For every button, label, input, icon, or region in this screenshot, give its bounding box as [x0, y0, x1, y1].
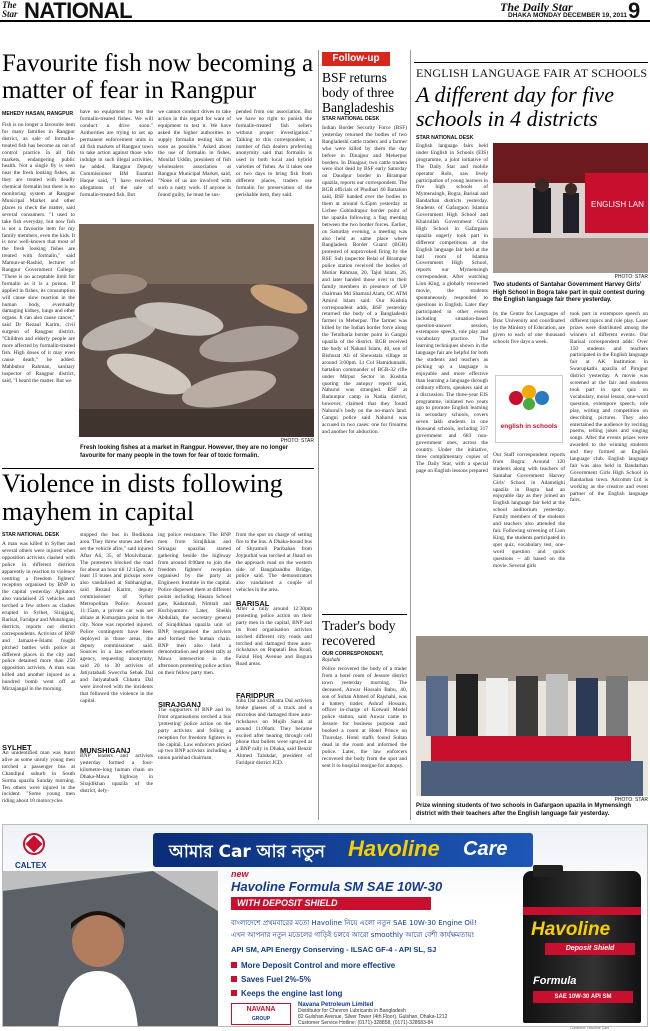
fair-banner-text: ENGLISH LAN — [591, 200, 644, 209]
fish-col-2: have no equipment to test the formalin-treated fishes. We will conduct a drive soon." Authorities are trying to set up permanent enforcement units in all fish markets of Rangpur town to take action against those who indulge in such illegal activities, he added. Rangpur Deputy Commissioner BM Enamul Haque said, "I have received allegations of the sale of formalin-treated fish. But — [80, 109, 153, 198]
fair-col-3: took part in extempore speech on different topics and role play. Laser prizes were distributed among the winners of different events. Our Barisal correspondent adds: Over 150 students and teachers participated in the English language fair at AK Institution in Swarupkathi upazila of Pirojpur district yesterday. A movie was screened at the fair and students took part in spot quiz on vocabulary, moral lesson, one-word question, extempore speech, role play, writing and competition on describing pictures. They also entertained the audience by reciting poems, telling jokes and singing songs. After the events prizes were awarded to the winning students and they formed an English language club. English language fair was also held in Bandarban Government Girls High School in Bandarban town. Adcomm Ltd is working as the creative and event partner of the English language fairs. — [570, 311, 648, 504]
navana-logo — [231, 1003, 291, 1025]
fair-credit-1: PHOTO: STAR — [614, 274, 648, 280]
followup-text: Indian Border Security Force (BSF) yesterday returned the bodies of two Bangladeshi cattle traders and a farmer who were killed by them the day before in Dinajpur and Meherpur borders. In Dinajpur, two cattle traders were shot dead by BSF early Saturday on Daudpur border in Birampur upazila, reports our correspondent. The BGB officials of Phulbari 40 Battalion said, BSF handed over the bodies to them at around 6.45pm yesterday at Lichee Gobindrapur border point of the upazila following a flag meeting between the two border forces. Earlier, on Saturday evening, a meeting was also held at same place where Bangladesh Border Guard (BGB) protested of unprovoked firing by the BSF. Sub inspector Belal of Birampur police station received the bodies of Motiar Rahman, 20, Tajul Islam, 26, and later handed those over to their family members in presence of UP chairman Md Shamsul Alam, OC ATM Amirul Islam said. Our Kushtia correspondent adds, BSF yesterday returned the body of a Bangladeshi farmer in Meherpur. The farmer was killed by the Indian border force along the Tetulbaria border point in Gangni upazila of the district. BGB received the body of Nahaul Islam, 40, son of Bishurat Ali of Shewatala village at around 3:00pm. Lt Col Hamidunnabi, battalion commander of BGB-32 rifle under Mirpur Sector in Kushtia quoting the autopsy report said, Nahurul was strangled. BSF at Bamunpur camp in Nadia district, however, claimed that they found Nahurul's body on the no-man's land. Gangni police said Nahurul was accused in two cases: one for firearms and another for abduction. — [322, 125, 407, 435]
trader-byline: OUR CORRESPONDENT, — [322, 651, 384, 657]
ad-bullet-2 — [231, 972, 451, 986]
page-number: 9 — [628, 0, 641, 23]
fish-col-3: we cannot conduct drives to take action in this regard for want of equipment to test it. We have asked the higher authorities to supply formalin testing kits as soon as possible." Asked about the use of formalin in fishes, Monilal Uddin, president of fish wholesalers association at Rangpur Municipal Market, said, "None of us are involved with such a nasty work. If anyone is found guilty, he must be sus- — [158, 109, 231, 198]
bullet-icon — [231, 962, 237, 968]
fair-col-2b: Our Staff correspondent reports from Bogra: Around 120 students along with teachers of Santahar Government Harvey Girls' School in Adamdighi upazila in Bogra had an enjoyable day as they joined an English language fair held at the school auditorium yesterday. Family members of the students and teachers also attended the fair. Following screening of Lion King, the students participated in spot quiz, vocabulary test, one-word question and quick questions -- all based on the movie. Several girls — [493, 452, 565, 569]
eis-logo-text: english in schools — [500, 423, 558, 430]
fish-col-4: pended from our association. But we have no right to punish the formalin-treated fish sellers without proper investigation." Talking to this correspondent, a number of fish dealers preferring anonymity said that formalin is used in both local and hybrid varieties of fishes. As it takes one or two days to bring fish from different places, traders use formalin for preservation of the perishable item, they said. — [236, 109, 312, 198]
violence-col-3: ing police resistance. The BNP men from Sirajikhan and Srinagar upazilas started gathering beside the highway from around 8:00am to join the freedom fighters' reception organised by the party at Engineers Institute in the capital. Police dispersed them at different points including Hasara School gate, Kadamtali, Nimtali and Kuchiyamore. Later, Sheikh Abdullah, the secretary general of Sirajdikhan upazila unit of BNP, reorganised the activists and formed the human chain. BNP men also held a demonstration and protest rally at Mawa intersection in the afternoon protesting police action on their fellow party men. — [158, 532, 231, 677]
fish-caption: Fresh looking fishes at a market in Rangpur. However, they are no longer favourite for many people in the town for fear of toxic formalin. — [80, 445, 289, 459]
eis-logo-mark — [496, 376, 562, 418]
ad-api: API SM, API Energy Conserving - ILSAC GF-4 - API SL, SJ — [231, 945, 437, 954]
paper-name: The Daily Star — [500, 0, 573, 14]
violence-col-4: from the spot on charge of setting fire to the bus. A Dhaka-bound bus of Shyamoli Paribahan from Joypurhat was torched at Jhaud on the approach road on the western side of Bangabandhu Bridge, police said. The demonstrators also vandalised a couple of vehicles in the area. — [236, 532, 312, 592]
navana-group: GROUP — [251, 1016, 271, 1022]
fair-photo-1-image — [493, 143, 648, 273]
divider — [322, 614, 407, 615]
star-logo: The Star — [2, 0, 18, 19]
ad-new-label: new — [231, 869, 249, 879]
sylhet-text: An unidentified man was burnt alive as some unruly young men torched a passenger bus at Chandipul suburb in South Surma upazila Sunday morning. Ten others were injured in the incident. "Some young men riding about 10 motorcycles — [2, 750, 75, 805]
ad-photo-image — [3, 871, 218, 1027]
barisal-text: After a rally around 12:30pm protesting police action on their party men in the capital, BNP and its front organisation activists torched different city roads and torched and damaged three auto-rickshaws on Rupatali Bus Road, Faizul Hoq Avenue and Bogura Road areas. — [236, 606, 312, 668]
navana-name: NAVANA — [246, 1006, 276, 1013]
ad-bullet-text: Keeps the engine last long — [241, 988, 343, 998]
ad-formula: Havoline Formula SM SAE 10W-30 — [231, 879, 443, 894]
violence-headline: Violence in dists following mayhem in capital — [2, 469, 283, 526]
oil-bottle — [523, 871, 641, 1023]
munshiganj-text: BNP leaders and activists yesterday formed a four-kilometre-long human chain on Dhaka-Mawa highway in Sirajdikhan upazila of the district, defy- — [80, 753, 153, 794]
ad-bn-p1: বাংলাদেশে প্রথমবারের মতো Havoline নিয়ে এলো নতুন SAE 10W-30 Engine Oil! — [231, 919, 477, 927]
masthead — [0, 0, 650, 22]
bullet-icon — [231, 990, 237, 996]
bottle-brand: Havoline — [531, 919, 611, 940]
subhead-barisal: BARISAL — [236, 599, 270, 608]
fair-col-1: English language fairs held under English in Schools (EIS) programme, a joint initiative of The Daily Star and mobile operator Robi, saw lively participation of young learners in five high schools of Mymensingh, Bogra, Barisal and Bandarban districts yesterday. Students of Gafargaon Islamia Government High School and Khairullah Government Girls High School in Gafargaon upazila eagerly took part in different competitions at the English language fair held at the hall room of Islamia Government High School, reports our Mymensingh correspondent. After watching Lion King, a globally renowned movie, the students spontaneously responded to questions in English. Later they participated in other events including situation-based question-answer session, extempore speech, role play and vocabulary practice. The learning techniques shown in the language fair are helpful for both the students and teachers as picking up a language is enjoyable and more effective than learning a language through ordinary efforts, speakers said at a discussion. The three-year EIS programme, initiated two years ago to promote English learning in secondary schools, covers seven lakh students in one thousand schools, including 317 government and 683 non-government ones, across the country. Under the initiative, three complimentary copies of The Daily Star, with a special page on English lessons prepared — [416, 143, 488, 474]
bottle-formula: Formula — [533, 975, 577, 987]
ad-bullets — [231, 958, 451, 1000]
caltex-brand: CALTEX — [15, 861, 47, 870]
petro-hotline: Customer Service Hotline: (0171)-328858, (0171)-328583-84 — [298, 1020, 434, 1026]
havoline-ad — [2, 824, 648, 1027]
fair-kicker: ENGLISH LANGUAGE FAIR AT SCHOOLS — [416, 66, 648, 80]
ad-bn-p2: এখন আপনার নতুন মডেলের গাড়িই চলবে আরো smoothly আরো বেশী কার্যক্ষমতায়! — [231, 931, 475, 939]
fish-headline: Favourite fish now becoming a matter of fear in Rangpur — [2, 50, 314, 104]
bottle-stripe — [523, 907, 641, 915]
ad-banner-havoline: Havoline — [348, 836, 440, 861]
subhead-sirajganj: SIRAJGANJ — [158, 700, 201, 709]
petro-sub: Distributor for Chevron Lubricants in Bangladesh — [298, 1008, 406, 1014]
sirajganj-text: The supporters of BNP and its front organisations torched a bus 'protesting' police action on the party activists and foiling a reception for freedom fighters in the capital. Law enforcers picked up two BNP activists including a union parishad chairman — [158, 707, 231, 762]
ad-banner-care: Care — [463, 838, 508, 860]
fish-byline: MEHEDY HASAN, RANGPUR — [2, 111, 74, 117]
violence-col-1: A man was killed in Sylhet and several others were injured when opposition activists clashed with police in different districts apparently in reaction to violence centring a freedom fighters' reception organised by BNP in the capital yesterday. Agitators also vandalised 25 vehicles and torched a few others as clashes erupted in Sylhet, Sirajganj, Barisal, Faridpur and Munshiganj districts, reports our district correspondents. Activists of BNP and Jamaat-e-Islami fought pitched battles with police at different places in the city and police detained more than 250 opposition activists. A man was killed and another injured as a hundred bomb went off at Mirzajangal in the morning. — [2, 541, 75, 693]
trader-place: Rajshahi — [322, 657, 341, 663]
ad-bullet-text: Saves Fuel 2%-5% — [241, 974, 311, 984]
violence-col-2: stopped the bus in Bodikona area. They threw stones and then set the vehicle afire," said injured Aftar Ali, 35, of Moulvibazar. The protesters blocked the road for about an hour till 12:15pm. At least 15 buses and pickups were also vandalised at Subhanighat, said Rezaul Karim, deputy commissioner of Sylhet Metropolitan Police. Around 11:15am, a private car was set ablaze at Kumarpara point in the city. None was reported injured. Police contingents have been deployed in those areas, the deputy commissioner said. Sources in a law enforcement agency, requesting anonymity, said 20 to 30 activists of Jatiyatabadi Sweccha Sebak Dal and Jatiyatabadi Chhatra Dal were involved with the incidents that followed the violence in the capital. — [80, 532, 153, 704]
caltex-star-icon — [23, 833, 45, 855]
violence-byline: STAR NATIONAL DESK — [2, 532, 60, 538]
fish-photo-image — [79, 224, 314, 437]
fish-credit: PHOTO: STAR — [280, 438, 314, 444]
followup-headline: BSF returns body of three Bangladeshis — [322, 70, 394, 115]
eis-logo — [495, 375, 563, 443]
followup-label: Follow-up — [322, 52, 390, 66]
subhead-sylhet: SYLHET — [2, 743, 32, 752]
ad-photo — [3, 871, 218, 1027]
issue-date: DHAKA MONDAY DECEMBER 19, 2011 — [508, 12, 627, 19]
faridpur-text: Jubo Dal and Chhatra Dal activists broke glasses of a truck and a microbus and damaged three auto-rickshaws on Mujib Sarak at around 11:00am. They became excited after hearing through cell phone that bullets were sprayed at a BNP rally in Dhaka, said Benzir Ahmed Talukdar, president of Faridpur district JCD. — [236, 698, 312, 767]
ad-bullet-text: More Deposit Control and more effective — [241, 960, 396, 970]
column-rule — [318, 50, 319, 820]
fair-photo-2 — [416, 636, 648, 796]
bottle-grade: SAE 10W-30 API SM — [533, 991, 633, 1003]
petro-addr: 82 Gulshan Avenue, Silver Tower (4th Floor), Gulshan, Dhaka-1212 — [298, 1014, 448, 1020]
trader-text: Police recovered the body of a trader from a hotel room of Jessore district town yesterday morning. The deceased, Anwar Hossain Babu, 40, son of Sultan Ahmed of Rajshahi, was a battery trader. Ashraf Hossain, officer in-charge of Kotwali Model police station, said Anwar came to Jessore for business purpose and booked a room at Hotel Prince on Thursday. Hotel staffs found Sultan dead in the room and informed the police. Later, the law enforcers recovered the body from the spot and sent it to hospital morgue for autopsy. — [322, 666, 407, 769]
fish-photo — [79, 224, 314, 437]
fair-credit-2: PHOTO: STAR — [614, 797, 648, 803]
bullet-icon — [231, 976, 237, 982]
subhead-faridpur: FARIDPUR — [236, 691, 275, 700]
ad-deposit: WITH DEPOSIT SHIELD — [231, 897, 431, 910]
bottle-sub: Deposit Shield — [545, 943, 635, 955]
ad-bullet-3 — [231, 986, 451, 1000]
petro-name: Navana Petroleum Limited — [298, 1002, 374, 1008]
ad-banner — [153, 833, 533, 867]
fair-caption-2: Prize winning students of two schools in Gafargaon upazila in Mymensingh district with their teachers after the English language fair yesterday. — [416, 803, 632, 817]
section-title: NATIONAL — [24, 0, 133, 23]
fair-photo-1 — [493, 143, 648, 273]
followup-byline: STAR NATIONAL DESK — [322, 116, 380, 122]
petro-info — [298, 1002, 518, 1026]
fish-col-1: Fish is no longer a favourite item for many families in Rangpur district, as sale of formalin-treated fish has become an out of control practice in all fish markets, endangering public health. Not a single fly is seen near the fresh looking fishes, as they are treated with deadly chemical formalin but there is no monitoring system at Rangpur Municipal Market and other places to check the matter, said several consumers. "I used to take fish everyday, but now fish is not a favourite item for my family members, even the kids. It is now well-known that most of the fresh looking fishes are treated with formalin," said Mamun-ur-Rashid, lecturer of Rangpur Government College. "There is no acceptable limit for formalin as it is a poison. If applied in fishes, its consumption will cause slow reaction in the human body, eventually damaging kidney, lungs and other organs. It can also cause cancer," said Dr Rezaul Karim, civil surgeon of Rangpur district. "Children and elderly people are more affected by formalin-treated fish. High doses of it may even cause death," he added. Mahbubur Rahman, sanitary inspector of Rangpur district, said, "I heard the matter. But we — [2, 122, 75, 384]
fair-col-2: by the Centre for Languages of Brac University and coordinated by the Ministry of Education, are given to each of one thousand schools five days a week. — [493, 311, 565, 345]
ad-banner-bn: আমার Car আর নতুন — [169, 842, 325, 862]
fair-byline: STAR NATIONAL DESK — [416, 135, 474, 141]
trader-headline: Trader's body recovered — [322, 618, 396, 648]
fair-caption-1: Two students of Santahar Government Harvey Girls' High School in Bogra take part in quiz contest during the English language fair there yesterday. — [493, 282, 645, 303]
fair-photo-2-image — [416, 636, 648, 796]
ad-corner-note: Comment: Havoline Care — [570, 1026, 610, 1030]
column-rule — [410, 50, 411, 820]
bottle-cap — [533, 865, 563, 877]
fair-headline: A different day for five schools in 4 districts — [416, 82, 614, 131]
divider — [414, 62, 648, 63]
ad-bullet-1 — [231, 958, 451, 972]
subhead-munshiganj: MUNSHIGANJ — [80, 746, 131, 755]
